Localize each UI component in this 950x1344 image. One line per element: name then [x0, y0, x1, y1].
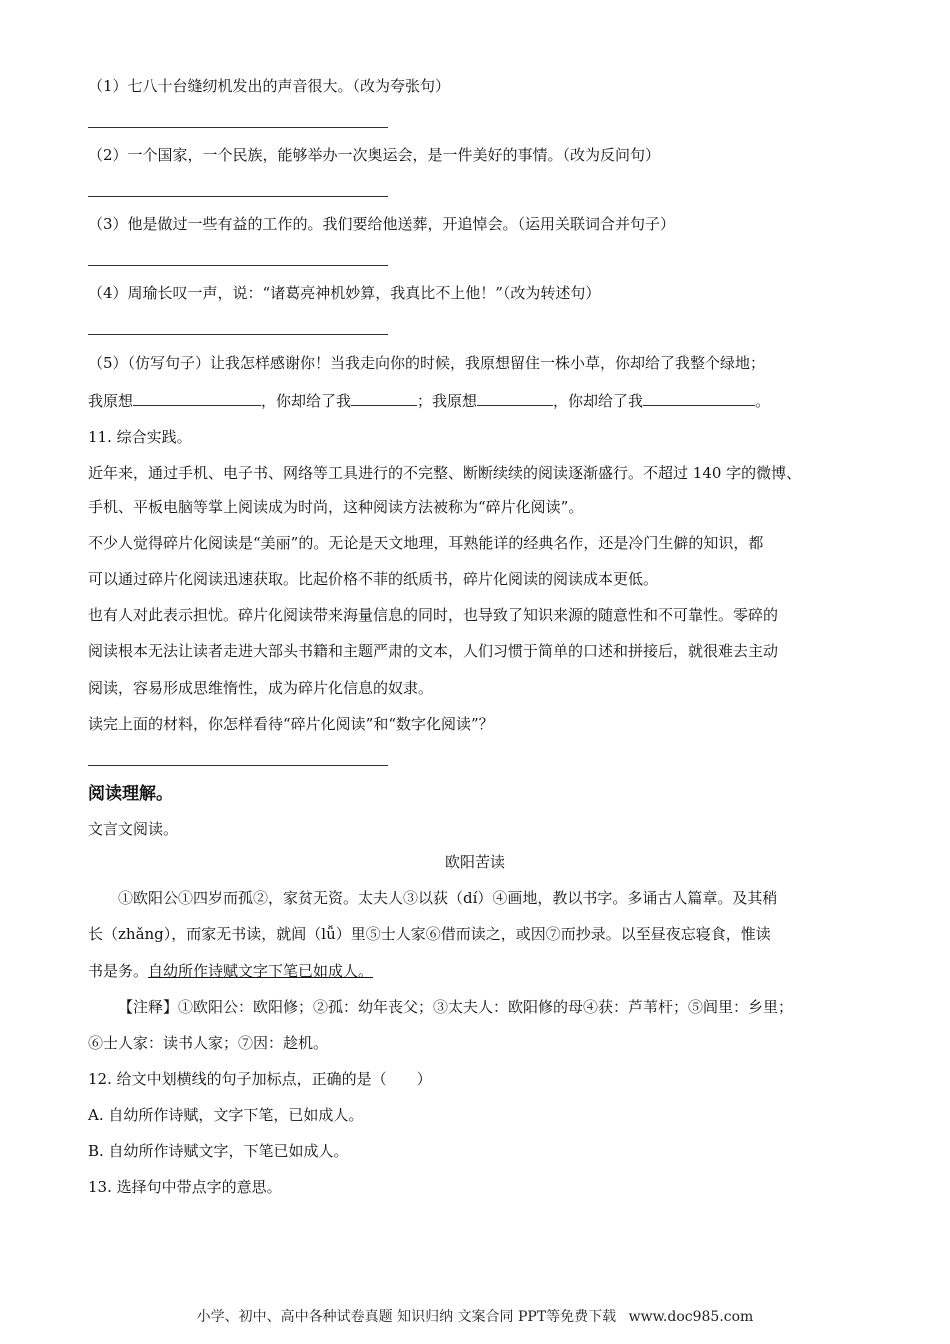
- fill-part-4: ，你却给了我: [553, 392, 644, 410]
- q10-item-1: （1）七八十台缝纫机发出的声音很大。（改为夸张句）: [88, 77, 451, 95]
- fill-part-5: 。: [755, 392, 771, 410]
- notes-line-1: 【注释】①欧阳公：欧阳修；②孤：幼年丧父；③太夫人：欧阳修的母④获：芦苇杆；⑤闾里：乡里；: [118, 998, 794, 1016]
- q11-para-line-3: 不少人觉得碎片化阅读是“美丽”的。无论是天文地理，耳熟能详的经典名作，还是冷门生僻的知识，都: [88, 534, 764, 552]
- passage-line-1: ①欧阳公①四岁而孤②，家贫无资。太夫人③以荻（dí）④画地，教以书字。多诵古人篇章。及其稍: [118, 889, 778, 907]
- underlined-sentence: 自幼所作诗赋文字下笔已如成人。: [148, 962, 374, 980]
- answer-line-1[interactable]: [88, 127, 388, 128]
- q12-stem: 12. 给文中划横线的句子加标点，正确的是（ ）: [88, 1070, 432, 1088]
- footer-link[interactable]: www.doc985.com: [628, 1309, 754, 1325]
- passage-line-3-plain: 书是务。: [88, 962, 149, 980]
- fill-blank-4[interactable]: [643, 389, 755, 406]
- q10-item-4: （4）周瑜长叹一声，说：“诸葛亮神机妙算，我真比不上他！”（改为转述句）: [88, 284, 601, 302]
- q10-item-5-prompt: （5）（仿写句子）让我怎样感谢你！当我走向你的时候，我原想留住一株小草，你却给了我整个绿地；: [88, 354, 766, 372]
- q10-item-2: （2）一个国家，一个民族，能够举办一次奥运会，是一件美好的事情。（改为反问句）: [88, 146, 661, 164]
- section-subheading: 文言文阅读。: [88, 820, 179, 838]
- answer-line-3[interactable]: [88, 265, 388, 266]
- q11-question: 读完上面的材料，你怎样看待“碎片化阅读”和“数字化阅读”？: [88, 715, 494, 733]
- fill-part-3: ；我原想: [417, 392, 478, 410]
- answer-line-q11[interactable]: [88, 765, 388, 766]
- passage-line-3: [88, 960, 373, 982]
- q12-option-b[interactable]: B. 自幼所作诗赋文字，下笔已如成人。: [88, 1142, 349, 1160]
- footer-text: 小学、初中、高中各种试卷真题 知识归纳 文案合同 PPT等免费下载: [196, 1309, 617, 1325]
- fill-part-1: 我原想: [88, 392, 134, 410]
- answer-line-2[interactable]: [88, 196, 388, 197]
- q11-para-line-5: 也有人对此表示担忧。碎片化阅读带来海量信息的同时，也导致了知识来源的随意性和不可靠性。零碎的: [88, 606, 779, 624]
- fill-part-2: ，你却给了我: [261, 392, 352, 410]
- fill-blank-3[interactable]: [477, 389, 553, 406]
- fill-blank-2[interactable]: [351, 389, 417, 406]
- passage-line-2: 长（zhǎng），而家无书读，就闾（lǚ）里⑤士人家⑥借而读之，或因⑦而抄录。以至昼夜忘寝食，惟读: [88, 925, 771, 943]
- q12-option-a[interactable]: A. 自幼所作诗赋，文字下笔，已如成人。: [88, 1106, 364, 1124]
- q10-item-5-fill: [88, 389, 770, 412]
- passage-title: 欧阳苦读: [444, 853, 505, 871]
- page-footer: [0, 1306, 950, 1326]
- q11-para-line-6: 阅读根本无法让读者走进大部头书籍和主题严肃的文本，人们习惯于简单的口述和拼接后，就很难去主动: [88, 642, 779, 660]
- q11-title: 11. 综合实践。: [88, 428, 192, 446]
- notes-line-2: ⑥士人家：读书人家；⑦因：趁机。: [88, 1034, 329, 1052]
- section-heading: 阅读理解。: [88, 784, 173, 804]
- fill-blank-1[interactable]: [133, 389, 261, 406]
- q13-stem: 13. 选择句中带点字的意思。: [88, 1178, 282, 1196]
- q11-para-line-1: 近年来，通过手机、电子书、网络等工具进行的不完整、断断续续的阅读逐渐盛行。不超过 140 字的微博、: [88, 464, 802, 482]
- q11-para-line-7: 阅读，容易形成思维惰性，成为碎片化信息的奴隶。: [88, 679, 434, 697]
- q11-para-line-4: 可以通过碎片化阅读迅速获取。比起价格不菲的纸质书，碎片化阅读的阅读成本更低。: [88, 570, 659, 588]
- q10-item-3: （3）他是做过一些有益的工作的。我们要给他送葬，开追悼会。（运用关联词合并句子）: [88, 215, 676, 233]
- q11-para-line-2: 手机、平板电脑等掌上阅读成为时尚，这种阅读方法被称为“碎片化阅读”。: [88, 498, 584, 516]
- answer-line-4[interactable]: [88, 334, 388, 335]
